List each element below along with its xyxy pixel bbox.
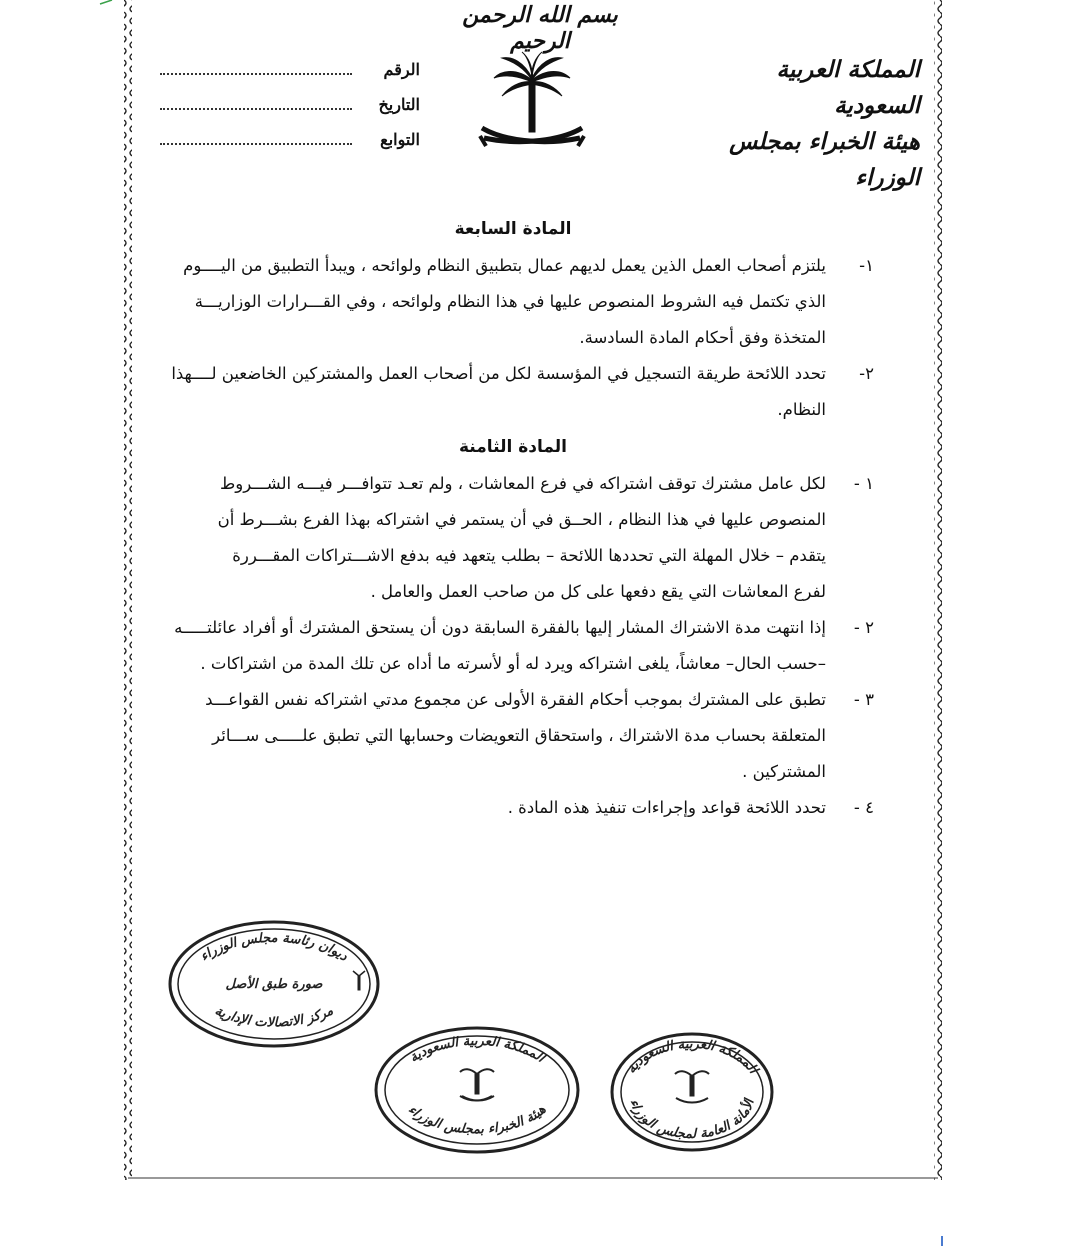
experts-commission-stamp: [372, 1024, 582, 1156]
clause-line: تحدد اللائحة طريقة التسجيل في المؤسسة لكل من أصحاب العمل والمشتركين الخاضعين لــــهذا: [171, 364, 826, 383]
stamp-text: ديوان رئاسة مجلس الوزراء: [197, 930, 351, 965]
clause-number: ١-: [859, 256, 874, 275]
meta-number: [160, 60, 420, 95]
clause-text: [152, 682, 826, 790]
general-secretariat-stamp: [608, 1030, 776, 1154]
clause-line: –حسب الحال– معاشاً، يلغى اشتراكه ويرد له أو لأسرته ما أداه عن تلك المدة من اشتراكات .: [200, 654, 826, 673]
clause-line: إذا انتهت مدة الاشتراك المشار إليها بالفقرة السابقة دون أن يستحق المشترك أو أفراد عائلتـــــه: [174, 618, 826, 637]
meta-dotted-line: [160, 61, 352, 75]
organization-heading: [700, 52, 920, 196]
meta-attachments: [160, 130, 420, 165]
meta-dotted-line: [160, 131, 352, 145]
cabinet-presidency-stamp: [166, 918, 382, 1050]
document-body: [152, 210, 874, 826]
article-title: المادة السابعة: [454, 219, 572, 239]
clause-number: ٢ -: [853, 618, 874, 637]
palm-swords-emblem-icon: [675, 1071, 709, 1102]
clause-number: ٤ -: [853, 798, 874, 817]
stamp-text: الأمانة العامة لمجلس الوزراء: [626, 1097, 758, 1143]
stamp-text: المملكة العربية السعودية: [623, 1036, 761, 1077]
clause-number: ١ -: [853, 474, 874, 493]
clause-text: [152, 610, 826, 682]
stamp-text: صورة طبق الأصل: [225, 977, 323, 992]
org-country: المملكة العربية السعودية: [776, 56, 920, 119]
palm-swords-emblem-icon: [460, 1069, 494, 1100]
meta-label: التاريخ: [378, 95, 420, 114]
stamp-text: المملكة العربية السعودية: [407, 1033, 548, 1066]
clause: [152, 682, 874, 790]
clause-line: تحدد اللائحة قواعد وإجراءات تنفيذ هذه المادة .: [507, 798, 826, 817]
meta-label: الرقم: [383, 60, 420, 79]
palm-swords-emblem-icon: [353, 971, 365, 990]
clause: [152, 248, 874, 356]
clause-line: النظام.: [777, 400, 826, 419]
stamp-text: هيئة الخبراء بمجلس الوزراء: [404, 1102, 550, 1138]
clause-line: المتخذة وفق أحكام المادة السادسة.: [579, 328, 826, 347]
clause-number: ٣ -: [853, 690, 874, 709]
clause-line: الذي تكتمل فيه الشروط المنصوص عليها في هذا النظام ولوائحه ، وفي القـــرارات الوزاريـــة: [194, 292, 826, 311]
clause-line: يتقدم – خلال المهلة التي تحددها اللائحة – بطلب يتعهد فيه بدفع الاشـــتراكات المقـــررة: [232, 546, 826, 565]
clause: [152, 466, 874, 610]
meta-label: التوابع: [380, 130, 420, 149]
document-meta: [160, 60, 420, 165]
clause-line: لكل عامل مشترك توقف اشتراكه في فرع المعاشات ، ولم تعـد تتوافـــر فيـــه الشـــروط: [219, 474, 826, 493]
clause-text: [152, 248, 826, 356]
meta-dotted-line: [160, 96, 352, 110]
stamp-text: مركز الاتصالات الإدارية: [212, 1003, 336, 1031]
clause: [152, 790, 874, 826]
basmala: بسم الله الرحمن الرحيم: [462, 2, 618, 54]
org-commission: هيئة الخبراء بمجلس الوزراء: [729, 128, 920, 191]
palm-swords-emblem-icon: [472, 50, 592, 170]
clause-text: [152, 790, 826, 826]
clause-line: لفرع المعاشات التي يقع دفعها على كل من صاحب العمل والعامل .: [370, 582, 826, 601]
clause-line: المشتركين .: [742, 762, 826, 781]
clause-number: ٢-: [859, 364, 874, 383]
article-title: المادة الثامنة: [459, 437, 567, 457]
clause-text: [152, 356, 826, 428]
clause: [152, 356, 874, 428]
clause-line: المتعلقة بحساب مدة الاشتراك ، واستحقاق التعويضات وحسابها التي تطبق علـــــى ســـائر: [212, 726, 826, 745]
clause-line: يلتزم أصحاب العمل الذين يعمل لديهم عمال بتطبيق النظام ولوائحه ، ويبدأ التطبيق من اليــــوم: [183, 256, 826, 275]
clause: [152, 610, 874, 682]
clause-line: المنصوص عليها في هذا النظام ، الحــق في أن يستمر في اشتراكه بهذا الفرع بشـــرط أن: [217, 510, 826, 529]
clause-line: تطبق على المشترك بموجب أحكام الفقرة الأولى عن مجموع مدتي اشتراكه نفس القواعـــد: [205, 690, 826, 709]
meta-date: [160, 95, 420, 130]
clause-text: [152, 466, 826, 610]
